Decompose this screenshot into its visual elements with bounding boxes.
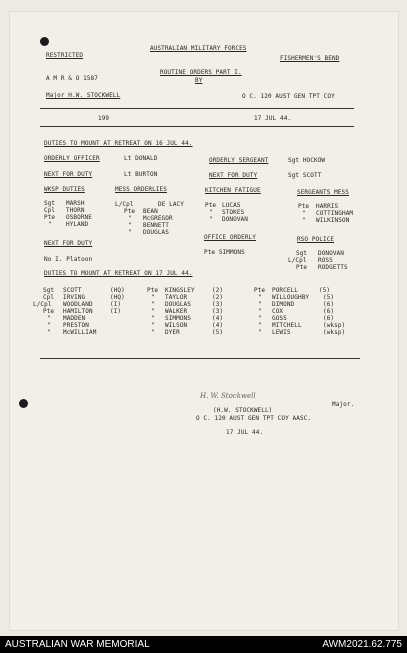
col1-codes (110, 287, 125, 315)
code: (3) (212, 301, 224, 308)
col1-names (63, 287, 96, 336)
rank: " (209, 209, 213, 216)
col2-codes (212, 287, 223, 336)
duties-16-heading: DUTIES TO MOUNT AT RETREAT ON 16 JUL 44. (44, 140, 193, 147)
rank: " (258, 329, 262, 336)
archive-name: AUSTRALIAN WAR MEMORIAL (5, 639, 150, 650)
rank: Cpl (43, 294, 55, 301)
signature-rank: Major. (332, 401, 355, 408)
code: (wksp) (323, 322, 346, 329)
code: (HQ) (110, 287, 125, 294)
rank: Pte (43, 308, 55, 315)
rank: Cpl (44, 207, 56, 214)
name: DE LACY (158, 201, 184, 208)
name: DYER (165, 329, 180, 336)
name: WOODLAND (63, 301, 93, 308)
signature-name: (H.W. STOCKWELL) (213, 407, 273, 414)
col3-ranks (254, 287, 265, 336)
rso-ranks (288, 250, 307, 271)
code: (5) (319, 287, 331, 294)
name: MITCHELL (272, 322, 302, 329)
rank: " (258, 301, 262, 308)
kitchen-names (222, 202, 248, 223)
officer-name: Major H.W. STOCKWELL (46, 92, 121, 99)
order-date: 17 JUL 44. (254, 115, 292, 122)
next-officer: Lt BURTON (124, 171, 158, 178)
signature-scrawl: H. W. Stockwell (200, 392, 256, 400)
name: BEAN (143, 208, 158, 215)
next-for-duty-label-2: NEXT FOR DUTY (209, 172, 258, 179)
rank: " (209, 216, 213, 223)
rso-names (318, 250, 348, 271)
rank: Sgt (296, 250, 308, 257)
name: DIMOND (272, 301, 295, 308)
name: THORN (66, 207, 85, 214)
rank: " (302, 210, 306, 217)
rank: " (47, 329, 51, 336)
rank: Sgt (44, 200, 56, 207)
name: WILLOUGHBY (272, 294, 310, 301)
name: HAMILTON (63, 308, 93, 315)
orderly-officer-label: ORDERLY OFFICER (44, 155, 100, 162)
rank: " (258, 315, 262, 322)
name: ROSS (318, 257, 333, 264)
rank: " (151, 329, 155, 336)
code: (I) (110, 308, 122, 315)
code: (3) (212, 308, 224, 315)
code: (6) (323, 301, 335, 308)
rank: Pte (296, 264, 308, 271)
name: DOUGLAS (165, 301, 191, 308)
name: COTTINGHAM (316, 210, 354, 217)
rank: Sgt (43, 287, 55, 294)
rank: L/Cpl (33, 301, 52, 308)
orders-by: BY (195, 77, 203, 84)
rank: " (258, 322, 262, 329)
orderly-sergeant: Sgt HOCKOW (288, 157, 326, 164)
unit-name: O C. 120 AUST GEN TPT COY (242, 93, 335, 100)
name: DOUGLAS (143, 229, 169, 236)
name: SIMMONS (165, 315, 191, 322)
location: FISHERMEN'S BEND (280, 55, 340, 62)
signature-unit: O C. 120 AUST GEN TPT COY AASC. (196, 415, 312, 422)
name: WILKINSON (316, 217, 350, 224)
office-orderly: Pte SIMMONS (204, 249, 245, 256)
code: (wksp) (323, 329, 346, 336)
rank: " (151, 301, 155, 308)
rank: L/Cpl (288, 257, 307, 264)
col2-ranks (147, 287, 158, 336)
restricted-label: RESTRICTED (46, 52, 84, 59)
rank: " (128, 222, 132, 229)
name: WILSON (165, 322, 188, 329)
orderly-officer: Lt DONALD (124, 155, 158, 162)
next-for-duty-label: NEXT FOR DUTY (44, 171, 93, 178)
name: HYLAND (66, 221, 89, 228)
sgts-ranks (298, 203, 309, 224)
col3-names (272, 287, 309, 336)
name: McWILLIAM (63, 329, 97, 336)
mess-names (143, 201, 184, 236)
sgts-mess-label: SERGEANTS MESS (297, 189, 349, 196)
name: KINGSLEY (165, 287, 195, 294)
header-rule-2 (40, 126, 354, 127)
section-rule (40, 358, 360, 359)
name: MADDEN (63, 315, 86, 322)
wksp-ranks (44, 200, 55, 228)
rank: Pte (254, 287, 266, 294)
kitchen-label: KITCHEN FATIGUE (205, 187, 261, 194)
name: McGREGOR (143, 215, 173, 222)
rso-police-label: RSO POLICE (297, 236, 335, 243)
sgts-names (316, 203, 353, 224)
rank: " (151, 322, 155, 329)
kitchen-ranks (205, 202, 216, 223)
rank: " (151, 294, 155, 301)
duties-17-heading: DUTIES TO MOUNT AT RETREAT ON 17 JUL 44. (44, 270, 193, 277)
code: (2) (212, 287, 224, 294)
rank: Pte (298, 203, 310, 210)
code: (4) (212, 322, 224, 329)
name: IRVING (63, 294, 86, 301)
platoon: No I. Platoon (44, 256, 93, 263)
name: HARRIS (316, 203, 339, 210)
name: LUCAS (222, 202, 241, 209)
name: COX (272, 308, 284, 315)
rank: L/Cpl (115, 201, 134, 208)
code: (5) (212, 329, 224, 336)
next-sergeant: Sgt SCOTT (288, 172, 322, 179)
rank: " (302, 217, 306, 224)
header-rule (40, 108, 354, 109)
office-orderly-label: OFFICE ORDERLY (204, 234, 256, 241)
rank: " (47, 315, 51, 322)
code: (HQ) (110, 294, 125, 301)
rank: " (48, 221, 52, 228)
order-number: 199 (98, 115, 110, 122)
punch-hole-bottom (19, 399, 28, 408)
rank: " (47, 322, 51, 329)
col1-ranks (33, 287, 63, 336)
rank: " (128, 229, 132, 236)
rank: Pte (124, 208, 136, 215)
name: SCOTT (63, 287, 82, 294)
code: (6) (323, 315, 335, 322)
mess-label: MESS ORDERLIES (115, 186, 167, 193)
rank: " (128, 215, 132, 222)
name: TAYLOR (165, 294, 188, 301)
code: (5) (323, 294, 335, 301)
archive-id: AWM2021.62.775 (322, 639, 402, 650)
reference: A M R & O 1587 (46, 75, 98, 82)
rank: " (151, 308, 155, 315)
forces-title: AUSTRALIAN MILITARY FORCES (150, 45, 247, 52)
name: OSBORNE (66, 214, 92, 221)
col3-codes (319, 287, 346, 336)
orders-title: ROUTINE ORDERS PART I. (160, 69, 242, 76)
name: PRESTON (63, 322, 89, 329)
rank: Pte (205, 202, 217, 209)
name: GOSS (272, 315, 287, 322)
code: (2) (212, 294, 224, 301)
name: PORCELL (272, 287, 298, 294)
signature-date: 17 JUL 44. (226, 429, 264, 436)
name: STOKES (222, 209, 245, 216)
next-duty-label: NEXT FOR DUTY (44, 240, 93, 247)
name: BENNETT (143, 222, 169, 229)
name: WALKER (165, 308, 188, 315)
wksp-label: WKSP DUTIES (44, 186, 85, 193)
rank: " (258, 308, 262, 315)
orderly-sergeant-label: ORDERLY SERGEANT (209, 157, 269, 164)
name: RODGETTS (318, 264, 348, 271)
rank: Pte (147, 287, 159, 294)
code: (I) (110, 301, 122, 308)
mess-ranks (115, 201, 134, 236)
punch-hole-top (40, 37, 49, 46)
name: MARSH (66, 200, 85, 207)
name: LEWIS (272, 329, 291, 336)
wksp-names (66, 200, 92, 228)
col2-names (165, 287, 195, 336)
code: (6) (323, 308, 335, 315)
rank: Pte (44, 214, 56, 221)
code: (4) (212, 315, 224, 322)
rank: " (151, 315, 155, 322)
rank: " (258, 294, 262, 301)
name: DONOVAN (222, 216, 248, 223)
archive-footer (0, 636, 407, 653)
name: DONOVAN (318, 250, 344, 257)
